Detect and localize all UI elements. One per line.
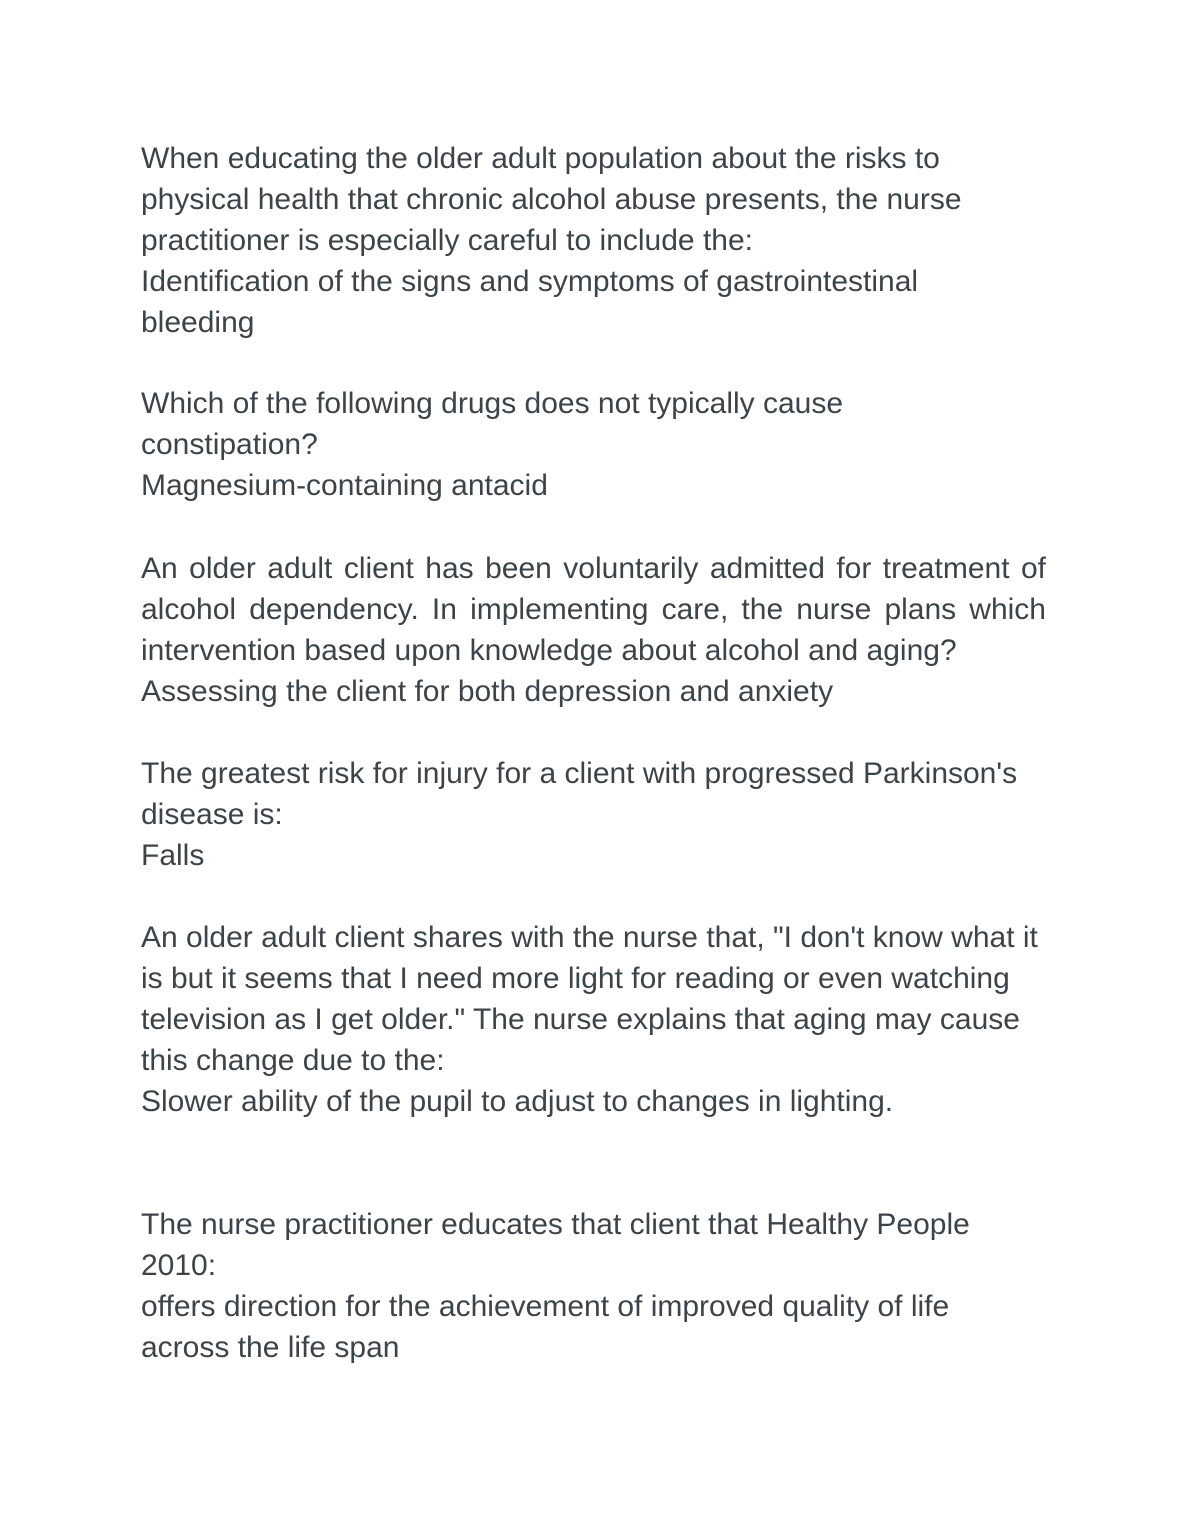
qa-item [141, 138, 1051, 343]
qa-item [141, 383, 1051, 506]
question-text: An older adult client shares with the nurse that, "I don't know what it is but it seems that I need more light for reading or even watching television as I get older." The nurse explains that aging may cause this change due to the: [141, 921, 1038, 1077]
qa-item [141, 753, 1051, 876]
answer-text: Slower ability of the pupil to adjust to changes in lighting. [141, 1085, 894, 1118]
question-text: An older adult client has been voluntarily admitted for treatment of alcohol dependency. In implementing care, the nurse plans which intervention based upon knowledge about alcohol and aging? [141, 552, 1046, 667]
document-page [141, 138, 1051, 1368]
question-text: When educating the older adult population about the risks to physical health that chronic alcohol abuse presents, the nurse practitioner is especially careful to include the: [141, 142, 962, 257]
qa-item [141, 548, 1051, 712]
answer-text: Assessing the client for both depression and anxiety [141, 675, 834, 708]
qa-item [141, 917, 1051, 1122]
qa-item [141, 1204, 1051, 1368]
question-text: Which of the following drugs does not typically cause constipation? [141, 387, 844, 461]
answer-text: offers direction for the achievement of improved quality of life across the life span [141, 1290, 950, 1364]
question-text: The nurse practitioner educates that client that Healthy People 2010: [141, 1208, 970, 1282]
answer-text: Falls [141, 839, 205, 872]
answer-text: Magnesium-containing antacid [141, 469, 548, 502]
question-text: The greatest risk for injury for a client with progressed Parkinson's disease is: [141, 757, 1018, 831]
answer-text: Identification of the signs and symptoms of gastrointestinal bleeding [141, 265, 919, 339]
